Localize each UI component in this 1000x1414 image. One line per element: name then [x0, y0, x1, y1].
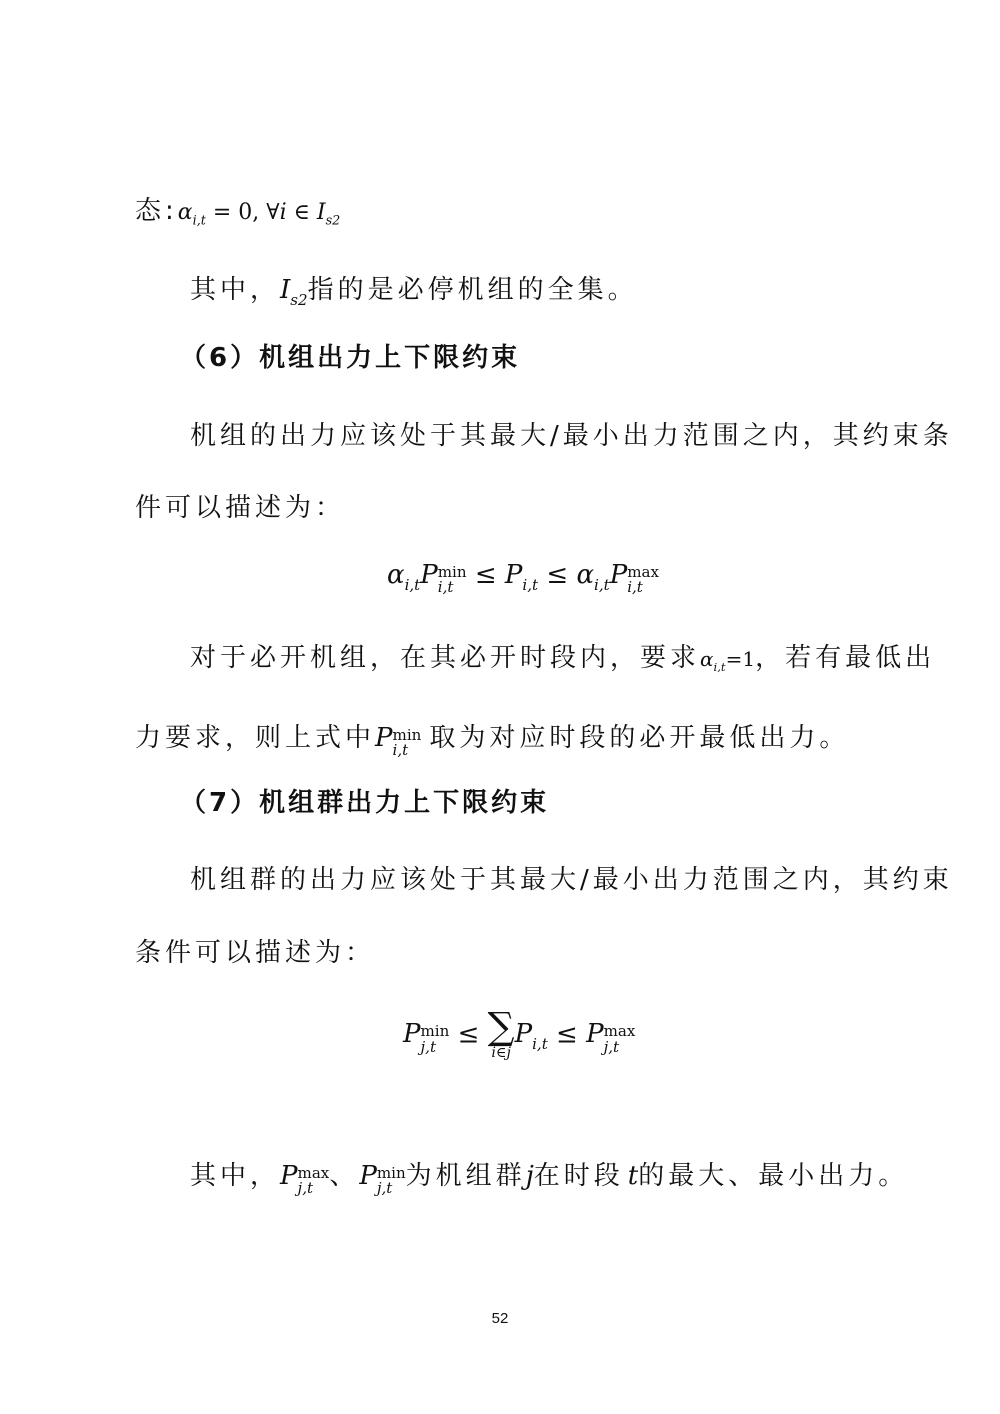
- p-min-jt-symbol: P min j,t: [359, 1161, 406, 1198]
- paragraph-unit-output-2: 件可以描述为：: [135, 493, 346, 523]
- state-line: [135, 198, 340, 229]
- group-output-constraint-formula: P min j,t ≤ ∑ i∈j $P_{i,t} \le P$ max j,t: [403, 1004, 636, 1061]
- p-max-jt-symbol: P max j,t: [280, 1161, 330, 1198]
- paragraph-unit-output-1: 机组的出力应该处于其最大/最小出力范围之内，其约束条: [190, 421, 953, 451]
- p-min-symbol: P min i,t: [375, 723, 422, 760]
- paragraph-group-output-2: 条件可以描述为：: [135, 938, 376, 968]
- paragraph-is2-definition: 其中，$I_{s2}$指的是必停机组的全集。: [190, 275, 638, 309]
- alpha-equals-one-formula: $\alpha_{i,t}=1$: [700, 647, 756, 675]
- alpha-zero-formula: $\alpha_{i,t} = 0$, ∀i ∈ $I_{s2}$: [177, 200, 341, 229]
- paragraph-must-run-1: 对于必开机组，在其必开时段内，要求$\alpha_{i,t}=1$，若有最低出: [190, 643, 936, 675]
- paragraph-group-output-1: 机组群的出力应该处于其最大/最小出力范围之内，其约束: [190, 865, 953, 895]
- state-prefix: 态:: [135, 196, 178, 226]
- is2-symbol: $I_{s2}$: [280, 275, 308, 309]
- page-number: 52: [491, 1310, 509, 1327]
- unit-output-constraint-formula: $\alpha_{i,t}P$ min i,t ≤ $P_{i,t} \le \alpha_{i,t}P$ max i,t: [387, 560, 659, 597]
- section-heading-6: （6）机组出力上下限约束: [180, 343, 521, 373]
- paragraph-must-run-2: 力要求，则上式中P min i,t 取为对应时段的必开最低出力。: [135, 723, 850, 760]
- section-heading-7: （7）机组群出力上下限约束: [180, 788, 550, 818]
- paragraph-group-definition: 其中，P max j,t 、P min j,t 为机组群j在时段 t的最大、最小出力。: [190, 1161, 909, 1198]
